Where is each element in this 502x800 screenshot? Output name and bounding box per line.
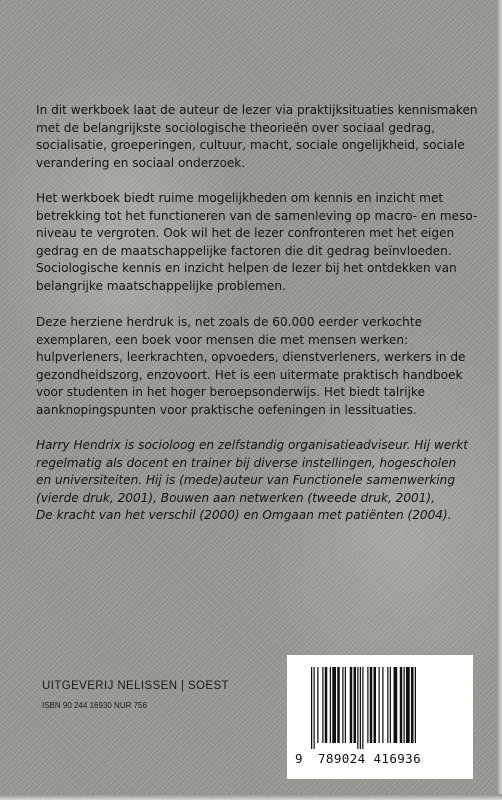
barcode-bar (357, 667, 358, 749)
text-line: Het werkboek biedt ruime mogelijkheden om kennis en inzicht met (36, 191, 444, 205)
page-edge-right (496, 0, 502, 800)
barcode-bar (345, 667, 346, 743)
text-line: voor studenten in het hoger beroepsonderwijs. Het biedt talrijke (36, 385, 425, 400)
purpose-paragraph (36, 190, 476, 296)
barcode-bar (390, 667, 391, 743)
barcode (287, 655, 473, 779)
barcode-bar (314, 667, 315, 749)
text-line: Sociologische kennis en inzicht helpen de lezer bij het ontdekken van (36, 261, 457, 276)
barcode-bar (362, 667, 363, 749)
text-line: hulpverleners, leerkrachten, opvoeders, dienstverleners, werkers in de (36, 350, 466, 365)
barcode-bar (350, 667, 353, 743)
barcode-bar (337, 667, 340, 743)
barcode-bar (370, 667, 373, 743)
barcode-bar (406, 667, 410, 743)
barcode-bar (374, 667, 377, 743)
page-edge-bottom (0, 794, 502, 800)
audience-paragraph (36, 314, 476, 420)
text-line: gezondheidszorg, enzovoort. Het is een uitermate praktisch handboek (36, 367, 463, 382)
barcode-bar (404, 667, 405, 743)
text-line: aanknopingspunten voor praktische oefeningen in lessituaties. (36, 402, 417, 417)
author-bio-paragraph (36, 437, 476, 525)
barcode-bar (382, 667, 383, 743)
barcode-bar (332, 667, 336, 743)
barcode-digits-main: 789024 416936 (318, 751, 422, 766)
barcode-bar (367, 667, 368, 743)
text-line: regelmatig als docent en trainer bij diverse instellingen, hogescholen (36, 455, 457, 470)
barcode-bars (305, 667, 457, 749)
barcode-bar (325, 667, 328, 743)
text-line: Deze herziene herdruk is, net zoals de 60.000 eerder verkochte (36, 315, 423, 329)
text-line: In dit werkboek laat de auteur de lezer via praktijksituaties kennismaken (36, 103, 478, 117)
text-line: belangrijke maatschappelijke problemen. (36, 278, 286, 293)
text-line: verandering en sociaal onderzoek. (36, 155, 246, 170)
text-line: De kracht van het verschil (2000) en Omgaan met patiënten (2004). (36, 508, 452, 523)
barcode-bar (411, 667, 414, 743)
text-line: gedrag en de maatschappelijke factoren die dit gedrag beïnvloeden. (36, 243, 452, 258)
barcode-bar (330, 667, 331, 743)
text-line: Harry Hendrix is socioloog en zelfstandig organisatieadviseur. Hij werkt (36, 438, 468, 452)
barcode-bar (415, 667, 416, 743)
barcode-bar (317, 667, 318, 743)
barcode-bar (387, 667, 388, 743)
publisher-name: UITGEVERIJ NELISSEN | SOEST (42, 680, 229, 692)
barcode-bar (379, 667, 380, 743)
barcode-lead-digit: 9 (295, 751, 303, 766)
intro-paragraph (36, 102, 476, 172)
barcode-bar (394, 667, 398, 743)
barcode-bar (400, 667, 403, 743)
barcode-bar (342, 667, 343, 743)
text-line: en universiteiten. Hij is (mede)auteur van Functionele samenwerking (36, 473, 456, 488)
isbn-nur-line: ISBN 90 244 16930 NUR 756 (42, 701, 147, 710)
text-line: (vierde druk, 2001), Bouwen aan netwerken (tweede druk, 2001), (36, 490, 435, 505)
barcode-bar (360, 667, 361, 749)
text-line: exemplaren, een boek voor mensen die met mensen werken: (36, 332, 409, 347)
text-line: betrekking tot het functioneren van de samenleving op macro- en meso- (36, 208, 478, 223)
text-line: niveau te vergroten. Ook wil het de lezer confronteren met het eigen (36, 226, 455, 241)
text-line: socialisatie, groeperingen, cultuur, macht, sociale ongelijkheid, sociale (36, 138, 465, 153)
barcode-bar (322, 667, 323, 743)
barcode-bar (354, 667, 357, 743)
text-line: met de belangrijkste sociologische theorieën over sociaal gedrag, (36, 120, 436, 135)
barcode-bar (311, 667, 312, 749)
